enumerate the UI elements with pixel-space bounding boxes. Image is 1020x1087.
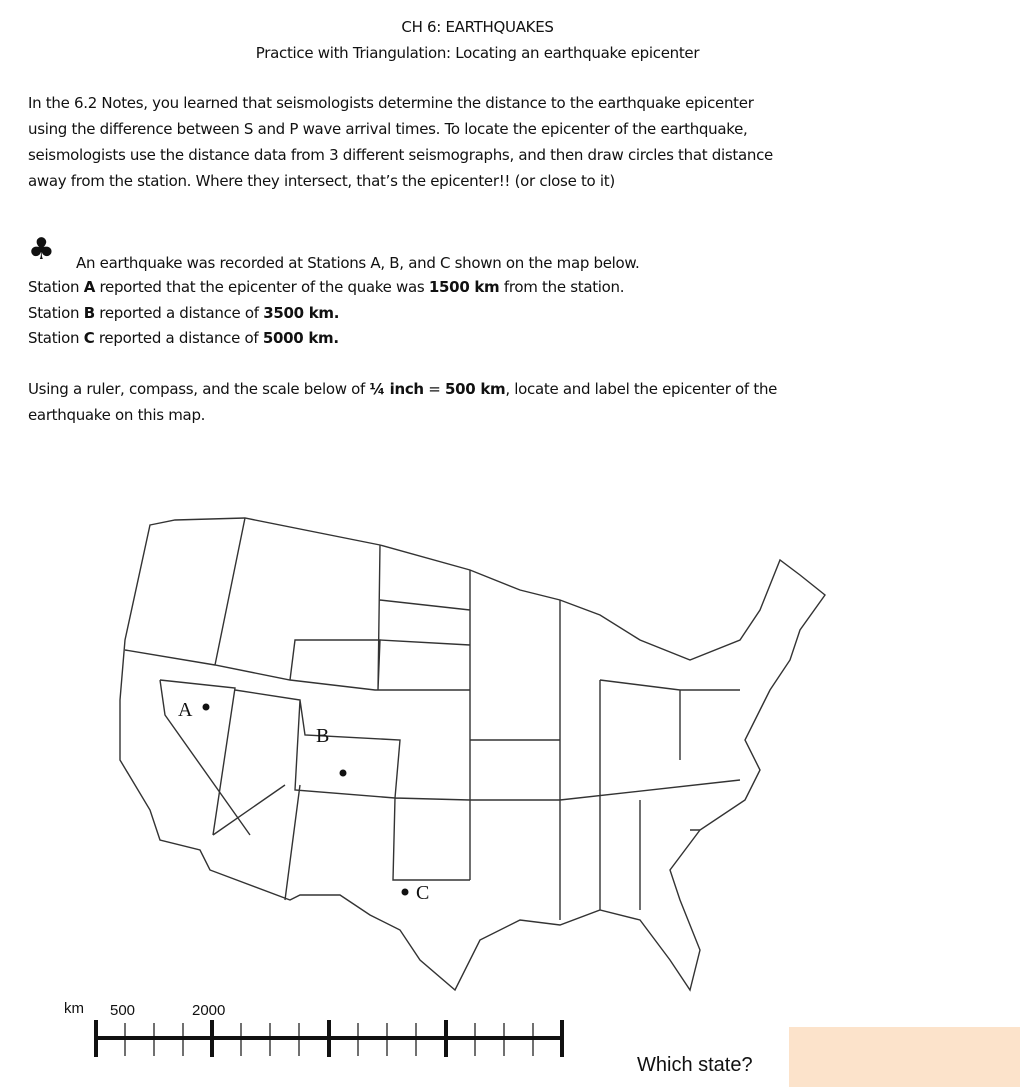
scale-label: 2000 — [192, 1002, 226, 1019]
station-label-c: C — [416, 882, 430, 904]
problem-line: An earthquake was recorded at Stations A, B, and C shown on the map below. — [76, 254, 640, 272]
scale-label: 500 — [110, 1002, 136, 1019]
scale-bar — [64, 1000, 562, 1057]
us-map — [0, 490, 1020, 1087]
station-label-a: A — [178, 699, 193, 721]
station-a-marker — [203, 704, 210, 711]
station-c-marker — [402, 889, 409, 896]
intro-line: using the difference between S and P wave arrival times. To locate the epicenter of the earthquake, — [28, 120, 748, 138]
station-c-line: Station C reported a distance of 5000 km. — [28, 329, 339, 347]
station-label-b: B — [316, 725, 330, 747]
answer-label: Which state? — [637, 1054, 753, 1076]
answer-input[interactable] — [789, 1027, 1020, 1087]
page-title: CH 6: EARTHQUAKES — [401, 18, 554, 36]
station-b-line: Station B reported a distance of 3500 km. — [28, 304, 340, 322]
instruction-line: earthquake on this map. — [28, 406, 206, 424]
instruction-line: Using a ruler, compass, and the scale below of ¼ inch = 500 km, locate and label the epicenter of the — [28, 380, 778, 398]
club-icon: ♣ — [28, 232, 55, 267]
state-lines — [125, 518, 740, 920]
scale-unit: km — [64, 1000, 84, 1017]
station-b-marker — [340, 770, 347, 777]
intro-line: away from the station. Where they intersect, that’s the epicenter!! (or close to it) — [28, 172, 615, 190]
station-a-line: Station A reported that the epicenter of the quake was 1500 km from the station. — [28, 278, 625, 296]
intro-line: seismologists use the distance data from 3 different seismographs, and then draw circles that distance — [28, 146, 773, 164]
intro-line: In the 6.2 Notes, you learned that seismologists determine the distance to the earthquake epicenter — [28, 94, 754, 112]
page-subtitle: Practice with Triangulation: Locating an earthquake epicenter — [255, 44, 700, 62]
